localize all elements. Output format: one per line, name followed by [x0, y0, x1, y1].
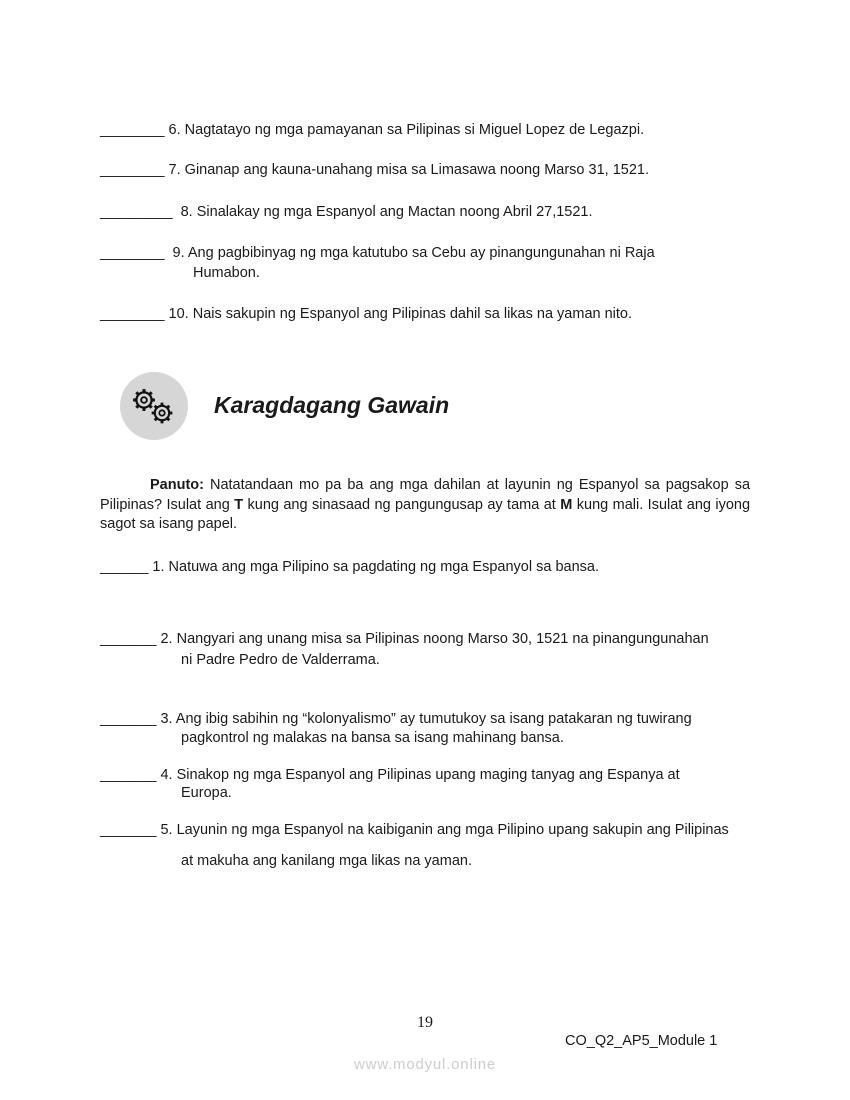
- item-text: 6. Nagtatayo ng mga pamayanan sa Pilipinas si Miguel Lopez de Legazpi.: [168, 122, 645, 138]
- answer-blank: _______: [100, 631, 157, 647]
- instructions-text: kung mali. Isulat ang iyong sagot sa isang papel.: [100, 496, 751, 532]
- answer-blank: ________: [100, 162, 165, 178]
- list-item: [100, 161, 649, 179]
- answer-blank: ________: [100, 306, 165, 322]
- item-text: 9. Ang pagbibinyag ng mga katutubo sa Cebu ay pinangungunahan ni Raja: [172, 245, 655, 261]
- item-continuation: Europa.: [181, 785, 232, 801]
- list-item: [100, 203, 593, 221]
- item-text: 2. Nangyari ang unang misa sa Pilipinas noong Marso 30, 1521 na pinangungunahan: [160, 631, 709, 647]
- false-marker: M: [560, 496, 573, 513]
- item-continuation: ni Padre Pedro de Valderrama.: [181, 652, 380, 668]
- answer-blank: _______: [100, 767, 157, 783]
- item-text: 7. Ginanap ang kauna-unahang misa sa Limasawa noong Marso 31, 1521.: [168, 162, 649, 178]
- list-item: [100, 821, 729, 839]
- list-item: [100, 121, 644, 139]
- list-item: [100, 244, 655, 262]
- answer-blank: ______: [100, 559, 149, 575]
- item-text: 8. Sinalakay ng mga Espanyol ang Mactan noong Abril 27,1521.: [180, 204, 593, 220]
- answer-blank: _______: [100, 711, 157, 727]
- item-text: 10. Nais sakupin ng Espanyol ang Pilipinas dahil sa likas na yaman nito.: [168, 306, 633, 322]
- module-code: CO_Q2_AP5_Module 1: [565, 1033, 718, 1049]
- list-item: [100, 710, 692, 728]
- item-text: 3. Ang ibig sabihin ng “kolonyalismo” ay tumutukoy sa isang patakaran ng tuwirang: [160, 711, 692, 727]
- answer-blank: ________: [100, 245, 165, 261]
- instructions-label: Panuto:: [150, 477, 204, 493]
- watermark: www.modyul.online: [354, 1056, 496, 1073]
- gears-icon: [120, 372, 188, 440]
- true-marker: T: [234, 496, 244, 513]
- item-continuation: at makuha ang kanilang mga likas na yaman.: [181, 853, 472, 869]
- answer-blank: _______: [100, 822, 157, 838]
- list-item: [100, 305, 632, 323]
- list-item: [100, 766, 680, 784]
- list-item: [100, 630, 709, 648]
- answer-blank: ________: [100, 122, 165, 138]
- section-title: Karagdagang Gawain: [214, 392, 450, 418]
- page-number: 19: [417, 1014, 433, 1031]
- answer-blank: _________: [100, 204, 173, 220]
- item-text: 5. Layunin ng mga Espanyol na kaibiganin ang mga Pilipino upang sakupin ang Pilipinas: [160, 822, 729, 838]
- instructions-text: kung ang sinasaad ng pangungusap ay tama at: [247, 496, 556, 513]
- item-continuation: pagkontrol ng malakas na bansa sa isang mahinang bansa.: [181, 730, 564, 746]
- instructions-paragraph: [100, 476, 750, 535]
- item-text: 4. Sinakop ng mga Espanyol ang Pilipinas upang maging tanyag ang Espanya at: [160, 767, 680, 783]
- item-continuation: Humabon.: [193, 265, 260, 281]
- list-item: [100, 558, 599, 576]
- item-text: 1. Natuwa ang mga Pilipino sa pagdating ng mga Espanyol sa bansa.: [152, 559, 599, 575]
- instructions-text: Natatandaan mo pa ba ang mga dahilan at layunin ng Espanyol sa pagsakop sa Pilipinas? Isulat ang: [100, 477, 751, 513]
